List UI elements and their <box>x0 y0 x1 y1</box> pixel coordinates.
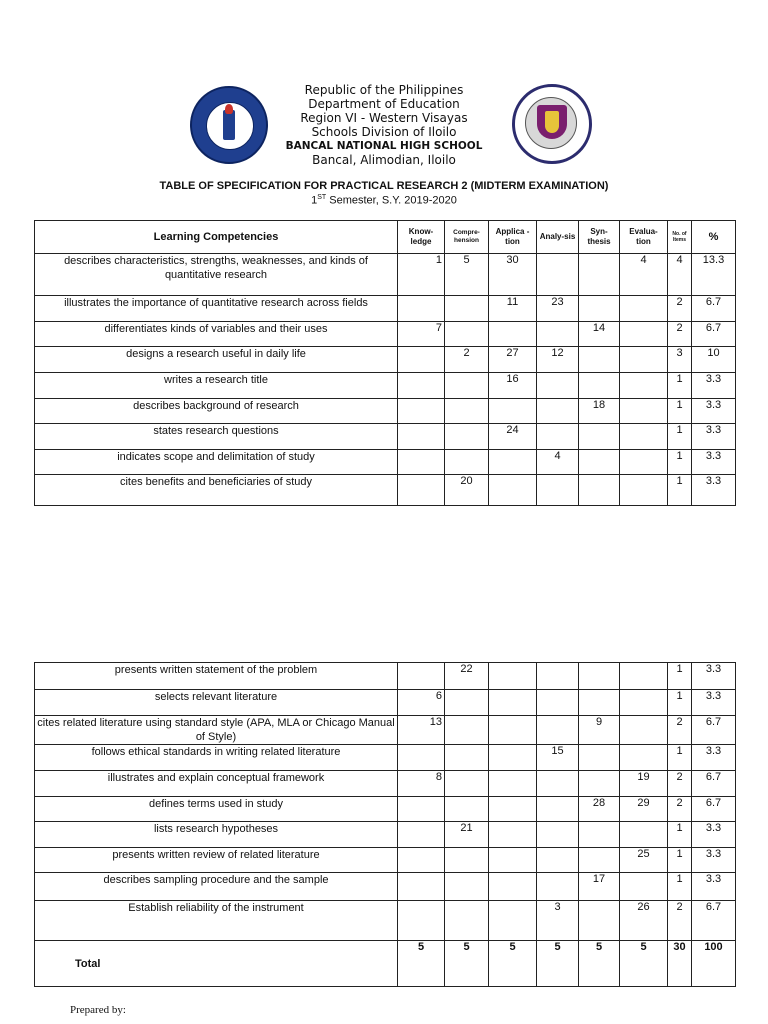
analysis-cell: 15 <box>537 745 579 771</box>
competency-cell: designs a research useful in daily life <box>35 347 398 373</box>
percent-cell: 3.3 <box>692 848 736 873</box>
knowledge-cell: 7 <box>398 322 445 347</box>
analysis-cell: 12 <box>537 347 579 373</box>
table-header-row <box>35 221 736 254</box>
competency-cell: cites related literature using standard style (APA, MLA or Chicago Manual of Style) <box>35 716 398 745</box>
total-analysis: 5 <box>537 941 579 987</box>
header-analysis: Analy-sis <box>537 221 579 254</box>
synthesis-cell <box>579 690 620 716</box>
header-evaluation: Evalua-tion <box>620 221 668 254</box>
evaluation-cell: 29 <box>620 797 668 822</box>
header-line: Department of Education <box>308 97 460 111</box>
competency-cell: indicates scope and delimitation of study <box>35 450 398 475</box>
school-header <box>200 83 568 167</box>
competency-cell: presents written statement of the problem <box>35 663 398 690</box>
knowledge-cell <box>398 373 445 399</box>
application-cell <box>489 771 537 797</box>
application-cell: 11 <box>489 296 537 322</box>
synthesis-cell <box>579 745 620 771</box>
table-row <box>35 797 736 822</box>
knowledge-cell: 6 <box>398 690 445 716</box>
analysis-cell: 23 <box>537 296 579 322</box>
percent-cell: 6.7 <box>692 901 736 941</box>
percent-cell: 3.3 <box>692 475 736 506</box>
evaluation-cell <box>620 745 668 771</box>
application-cell: 27 <box>489 347 537 373</box>
synthesis-cell: 14 <box>579 322 620 347</box>
percent-cell: 3.3 <box>692 424 736 450</box>
knowledge-cell <box>398 822 445 848</box>
synthesis-cell <box>579 296 620 322</box>
evaluation-cell <box>620 296 668 322</box>
table-row <box>35 399 736 424</box>
knowledge-cell <box>398 873 445 901</box>
items-cell: 1 <box>668 424 692 450</box>
comprehension-cell <box>445 901 489 941</box>
items-cell: 3 <box>668 347 692 373</box>
comprehension-cell: 22 <box>445 663 489 690</box>
percent-cell: 3.3 <box>692 450 736 475</box>
table-row <box>35 475 736 506</box>
percent-cell: 3.3 <box>692 373 736 399</box>
school-address: Bancal, Alimodian, Iloilo <box>312 153 456 167</box>
competency-cell: illustrates the importance of quantitative research across fields <box>35 296 398 322</box>
synthesis-cell <box>579 663 620 690</box>
analysis-cell: 3 <box>537 901 579 941</box>
percent-cell: 6.7 <box>692 296 736 322</box>
table-row <box>35 745 736 771</box>
comprehension-cell <box>445 771 489 797</box>
semester-ordinal: ST <box>317 194 327 201</box>
semester-label: Semester, S.Y. 2019-2020 <box>326 194 457 207</box>
comprehension-cell <box>445 797 489 822</box>
analysis-cell <box>537 373 579 399</box>
total-row <box>35 941 736 987</box>
comprehension-cell <box>445 873 489 901</box>
analysis-cell <box>537 873 579 901</box>
comprehension-cell <box>445 373 489 399</box>
specification-table-part1 <box>34 220 736 506</box>
analysis-cell <box>537 399 579 424</box>
knowledge-cell <box>398 296 445 322</box>
competency-cell: differentiates kinds of variables and their uses <box>35 322 398 347</box>
evaluation-cell <box>620 424 668 450</box>
knowledge-cell <box>398 399 445 424</box>
header-knowledge: Know-ledge <box>398 221 445 254</box>
table-row <box>35 690 736 716</box>
header-line: Schools Division of Iloilo <box>311 125 457 139</box>
knowledge-cell <box>398 848 445 873</box>
evaluation-cell <box>620 873 668 901</box>
competency-cell: selects relevant literature <box>35 690 398 716</box>
knowledge-cell: 1 <box>398 254 445 296</box>
table-row <box>35 424 736 450</box>
competency-cell: describes characteristics, strengths, weaknesses, and kinds of quantitative research <box>35 254 398 296</box>
header-application: Applica -tion <box>489 221 537 254</box>
total-application: 5 <box>489 941 537 987</box>
prepared-by-label: Prepared by: <box>70 1004 126 1016</box>
total-evaluation: 5 <box>620 941 668 987</box>
synthesis-cell <box>579 373 620 399</box>
knowledge-cell: 8 <box>398 771 445 797</box>
application-cell <box>489 475 537 506</box>
knowledge-cell <box>398 347 445 373</box>
synthesis-cell: 9 <box>579 716 620 745</box>
analysis-cell <box>537 848 579 873</box>
competency-cell: illustrates and explain conceptual framework <box>35 771 398 797</box>
percent-cell: 6.7 <box>692 771 736 797</box>
analysis-cell <box>537 254 579 296</box>
comprehension-cell <box>445 296 489 322</box>
knowledge-cell <box>398 424 445 450</box>
total-synthesis: 5 <box>579 941 620 987</box>
items-cell: 1 <box>668 450 692 475</box>
table-row <box>35 373 736 399</box>
application-cell <box>489 873 537 901</box>
percent-cell: 3.3 <box>692 663 736 690</box>
table-row <box>35 873 736 901</box>
application-cell <box>489 663 537 690</box>
table-row <box>35 901 736 941</box>
synthesis-cell <box>579 475 620 506</box>
table-row <box>35 663 736 690</box>
synthesis-cell <box>579 771 620 797</box>
competency-cell: Establish reliability of the instrument <box>35 901 398 941</box>
table-row <box>35 347 736 373</box>
synthesis-cell: 17 <box>579 873 620 901</box>
evaluation-cell <box>620 322 668 347</box>
items-cell: 2 <box>668 296 692 322</box>
knowledge-cell <box>398 450 445 475</box>
header-line: Region VI - Western Visayas <box>300 111 468 125</box>
application-cell <box>489 797 537 822</box>
analysis-cell <box>537 475 579 506</box>
comprehension-cell: 2 <box>445 347 489 373</box>
synthesis-cell <box>579 424 620 450</box>
document-title: TABLE OF SPECIFICATION FOR PRACTICAL RESEARCH 2 (MIDTERM EXAMINATION) <box>159 180 609 192</box>
synthesis-cell <box>579 450 620 475</box>
comprehension-cell: 5 <box>445 254 489 296</box>
total-knowledge: 5 <box>398 941 445 987</box>
analysis-cell <box>537 822 579 848</box>
knowledge-cell: 13 <box>398 716 445 745</box>
synthesis-cell: 18 <box>579 399 620 424</box>
synthesis-cell <box>579 254 620 296</box>
evaluation-cell <box>620 690 668 716</box>
evaluation-cell <box>620 450 668 475</box>
evaluation-cell <box>620 663 668 690</box>
comprehension-cell <box>445 450 489 475</box>
table-row <box>35 254 736 296</box>
application-cell <box>489 450 537 475</box>
items-cell: 1 <box>668 399 692 424</box>
table-row <box>35 450 736 475</box>
evaluation-cell: 25 <box>620 848 668 873</box>
comprehension-cell <box>445 399 489 424</box>
evaluation-cell <box>620 347 668 373</box>
specification-table-part2 <box>34 662 736 987</box>
application-cell <box>489 745 537 771</box>
application-cell <box>489 901 537 941</box>
application-cell: 24 <box>489 424 537 450</box>
analysis-cell <box>537 716 579 745</box>
comprehension-cell <box>445 322 489 347</box>
items-cell: 2 <box>668 797 692 822</box>
items-cell: 1 <box>668 873 692 901</box>
application-cell <box>489 399 537 424</box>
application-cell <box>489 716 537 745</box>
school-name: BANCAL NATIONAL HIGH SCHOOL <box>285 140 483 152</box>
knowledge-cell <box>398 901 445 941</box>
items-cell: 1 <box>668 663 692 690</box>
percent-cell: 6.7 <box>692 797 736 822</box>
evaluation-cell: 19 <box>620 771 668 797</box>
items-cell: 4 <box>668 254 692 296</box>
competency-cell: cites benefits and beneficiaries of study <box>35 475 398 506</box>
analysis-cell <box>537 663 579 690</box>
application-cell <box>489 322 537 347</box>
percent-cell: 6.7 <box>692 716 736 745</box>
header-items: No. of Items <box>668 221 692 254</box>
knowledge-cell <box>398 475 445 506</box>
table-row <box>35 771 736 797</box>
comprehension-cell: 21 <box>445 822 489 848</box>
competency-cell: follows ethical standards in writing related literature <box>35 745 398 771</box>
items-cell: 1 <box>668 475 692 506</box>
knowledge-cell <box>398 745 445 771</box>
competency-cell: presents written review of related literature <box>35 848 398 873</box>
table-row <box>35 296 736 322</box>
comprehension-cell <box>445 745 489 771</box>
items-cell: 1 <box>668 848 692 873</box>
analysis-cell <box>537 322 579 347</box>
semester-number: 1 <box>311 194 318 207</box>
competency-cell: states research questions <box>35 424 398 450</box>
percent-cell: 10 <box>692 347 736 373</box>
synthesis-cell <box>579 822 620 848</box>
application-cell <box>489 822 537 848</box>
analysis-cell <box>537 690 579 716</box>
competency-cell: writes a research title <box>35 373 398 399</box>
items-cell: 2 <box>668 322 692 347</box>
synthesis-cell <box>579 347 620 373</box>
items-cell: 1 <box>668 690 692 716</box>
document-subtitle <box>34 194 734 207</box>
competency-cell: lists research hypotheses <box>35 822 398 848</box>
synthesis-cell: 28 <box>579 797 620 822</box>
analysis-cell <box>537 797 579 822</box>
total-percent: 100 <box>692 941 736 987</box>
evaluation-cell <box>620 373 668 399</box>
total-label: Total <box>35 941 398 987</box>
header-synthesis: Syn-thesis <box>579 221 620 254</box>
competency-cell: describes sampling procedure and the sample <box>35 873 398 901</box>
percent-cell: 3.3 <box>692 690 736 716</box>
evaluation-cell <box>620 716 668 745</box>
header-line: Republic of the Philippines <box>304 83 464 97</box>
total-items: 30 <box>668 941 692 987</box>
knowledge-cell <box>398 663 445 690</box>
analysis-cell <box>537 771 579 797</box>
evaluation-cell: 26 <box>620 901 668 941</box>
header-comprehension: Compre-hension <box>445 221 489 254</box>
items-cell: 1 <box>668 745 692 771</box>
header-percent: % <box>692 221 736 254</box>
comprehension-cell <box>445 716 489 745</box>
table-row <box>35 848 736 873</box>
table-row <box>35 716 736 745</box>
synthesis-cell <box>579 848 620 873</box>
total-comprehension: 5 <box>445 941 489 987</box>
percent-cell: 3.3 <box>692 873 736 901</box>
table-body-part1 <box>35 254 736 506</box>
analysis-cell: 4 <box>537 450 579 475</box>
evaluation-cell <box>620 475 668 506</box>
application-cell: 30 <box>489 254 537 296</box>
application-cell: 16 <box>489 373 537 399</box>
table-row <box>35 822 736 848</box>
application-cell <box>489 690 537 716</box>
evaluation-cell <box>620 822 668 848</box>
percent-cell: 13.3 <box>692 254 736 296</box>
analysis-cell <box>537 424 579 450</box>
table-row <box>35 322 736 347</box>
items-cell: 2 <box>668 716 692 745</box>
evaluation-cell: 4 <box>620 254 668 296</box>
knowledge-cell <box>398 797 445 822</box>
competency-cell: defines terms used in study <box>35 797 398 822</box>
items-cell: 2 <box>668 771 692 797</box>
synthesis-cell <box>579 901 620 941</box>
items-cell: 2 <box>668 901 692 941</box>
comprehension-cell: 20 <box>445 475 489 506</box>
application-cell <box>489 848 537 873</box>
items-cell: 1 <box>668 822 692 848</box>
comprehension-cell <box>445 690 489 716</box>
percent-cell: 3.3 <box>692 822 736 848</box>
competency-cell: describes background of research <box>35 399 398 424</box>
percent-cell: 3.3 <box>692 745 736 771</box>
percent-cell: 6.7 <box>692 322 736 347</box>
evaluation-cell <box>620 399 668 424</box>
items-cell: 1 <box>668 373 692 399</box>
comprehension-cell <box>445 424 489 450</box>
percent-cell: 3.3 <box>692 399 736 424</box>
table-body-part2 <box>35 663 736 941</box>
header-competency: Learning Competencies <box>35 221 398 254</box>
comprehension-cell <box>445 848 489 873</box>
